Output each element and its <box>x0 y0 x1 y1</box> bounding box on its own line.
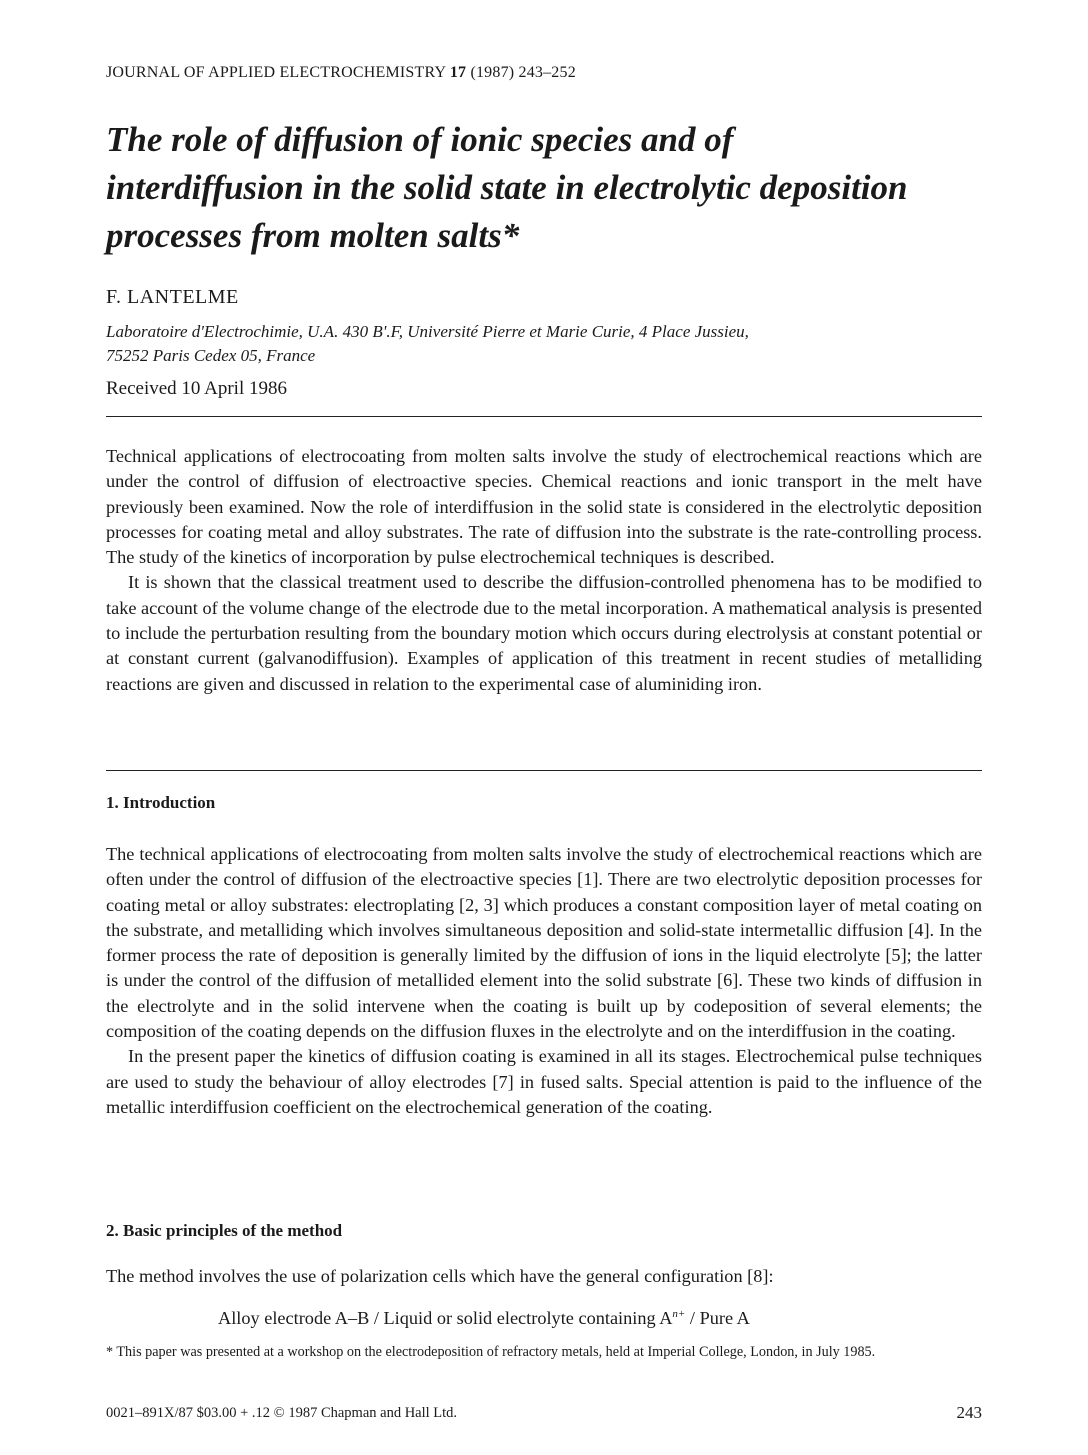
author-affiliation <box>106 320 982 368</box>
section-heading-introduction: 1. Introduction <box>106 793 216 812</box>
page-number: 243 <box>956 1403 982 1422</box>
article-title <box>106 116 982 260</box>
cell-configuration <box>218 1308 750 1329</box>
received-date: Received 10 April 1986 <box>106 378 287 399</box>
footnote: * This paper was presented at a workshop on the electrodeposition of refractory metals, held at Imperial College, London, in July 1985. <box>106 1344 876 1360</box>
journal-volume: 17 <box>449 64 467 81</box>
abstract-top-rule <box>106 416 982 417</box>
method-paragraph: The method involves the use of polarization cells which have the general configuration [8]: <box>106 1266 774 1286</box>
author-name: F. LANTELME <box>106 286 239 308</box>
abstract-paragraph-1: Technical applications of electrocoating from molten salts involve the study of electrochemical reactions which are under the control of diffusion of electroactive species. Chemical reactions and ionic transport in the melt have previously been examined. Now the role of interdiffusion in the solid state is considered in the electrolytic deposition processes for coating metal and alloy substrates. The rate of diffusion into the substrate is the rate-controlling process. The study of the kinetics of incorporation by pulse electrochemical techniques is described. <box>106 446 982 568</box>
cell-config-left: Alloy electrode A–B / Liquid or solid electrolyte containing A <box>218 1308 673 1328</box>
journal-name: JOURNAL OF APPLIED ELECTROCHEMISTRY <box>106 64 446 81</box>
section-heading-basic-principles: 2. Basic principles of the method <box>106 1221 343 1240</box>
affiliation-line-2: 75252 Paris Cedex 05, France <box>106 346 316 365</box>
running-head <box>106 64 576 82</box>
title-line-2: interdiffusion in the solid state in electrolytic deposition <box>106 168 908 207</box>
affiliation-line-1: Laboratoire d'Electrochimie, U.A. 430 B'.F, Université Pierre et Marie Curie, 4 Place Jussieu, <box>106 322 749 341</box>
abstract-paragraph-2: It is shown that the classical treatment used to describe the diffusion-controlled phenomena has to be modified to take account of the volume change of the electrode due to the metal incorporation. A mathematical analysis is presented to include the perturbation resulting from the boundary motion which occurs during electrolysis at constant potential or at constant current (galvanodiffusion). Examples of application of this treatment in recent studies of metalliding reactions are given and discussed in relation to the experimental case of aluminiding iron. <box>106 572 982 694</box>
basic-principles-body <box>106 1264 982 1289</box>
intro-paragraph-1: The technical applications of electrocoating from molten salts involve the study of electrochemical reactions which are often under the control of diffusion of the electroactive species [1]. There are two electrolytic deposition processes for coating metal or alloy substrates: electroplating [2, 3] which produces a constant composition layer of metal coating on the substrate, and metalliding which involves simultaneous deposition and solid-state intermetallic diffusion [4]. In the former process the rate of deposition is generally limited by the diffusion of ions in the liquid electrolyte [5]; the latter is under the control of the diffusion of metallided element into the solid substrate [6]. These two kinds of diffusion in the electrolyte and in the solid intervene when the coating is built up by codeposition of several elements; the composition of the coating depends on the diffusion fluxes in the electrolyte and on the interdiffusion in the coating. <box>106 844 982 1042</box>
intro-paragraph-2: In the present paper the kinetics of diffusion coating is examined in all its stages. Electrochemical pulse techniques are used to study the behaviour of alloy electrodes [7] in fused salts. Special attention is paid to the influence of the metallic interdiffusion coefficient on the electrochemical generation of the coating. <box>106 1046 982 1117</box>
journal-year-pages: (1987) 243–252 <box>470 64 576 81</box>
abstract-bottom-rule <box>106 770 982 771</box>
copyright-line: 0021–891X/87 $03.00 + .12 © 1987 Chapman and Hall Ltd. <box>106 1405 458 1421</box>
abstract <box>106 444 982 697</box>
introduction-body <box>106 842 982 1120</box>
title-line-3: processes from molten salts* <box>106 216 520 255</box>
title-line-1: The role of diffusion of ionic species and of <box>106 120 734 159</box>
cell-config-right: / Pure A <box>685 1308 750 1328</box>
cell-config-charge: n+ <box>672 1308 686 1320</box>
